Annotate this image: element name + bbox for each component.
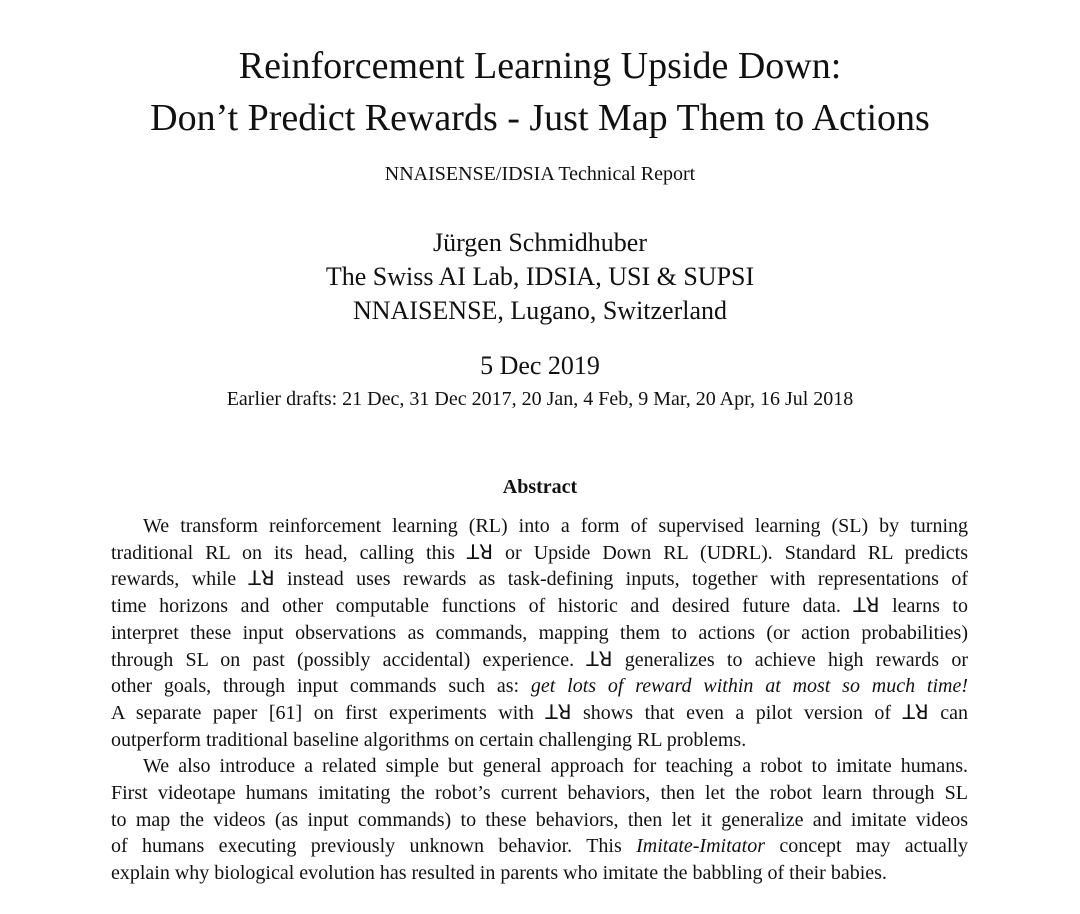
abstract-p2-line-5: explain why biological evolution has resulted in parents who imitate the babbling of their babies. [111,862,887,885]
affiliation-2: NNAISENSE, Lugano, Switzerland [352,296,728,325]
author-block [60,226,1020,328]
abstract-p2-line-1: We also introduce a related simple but general approach for teaching a robot to imitate humans. [143,755,968,778]
abstract-p2-line-2: First videotape humans imitating the robot’s current behaviors, then let the robot learn through SL [111,782,968,805]
affiliation-1: The Swiss AI Lab, IDSIA, USI & SUPSI [325,262,755,291]
report-type: NNAISENSE/IDSIA Technical Report [384,163,696,185]
paper-title [60,40,1020,144]
abstract-p1-line-1: We transform reinforcement learning (RL) into a form of supervised learning (SL) by turning [143,515,968,537]
abstract-p1-line-8: A separate paper [61] on first experiments with ꓕꓤ shows that even a pilot version of ꓕꓤ can [111,701,968,724]
abstract-italic-command: get lots of reward within at most so much time! [530,675,969,698]
title-line-1: Reinforcement Learning Upside Down: [238,45,842,87]
abstract-p1-line-7-text: other goals, through input commands such as: [111,675,531,698]
earlier-drafts: Earlier drafts: 21 Dec, 31 Dec 2017, 20 Jan, 4 Feb, 9 Mar, 20 Apr, 16 Jul 2018 [226,388,854,410]
abstract-body [111,513,968,887]
title-line-2: Don’t Predict Rewards - Just Map Them to Actions [150,97,930,139]
abstract-p1-line-2: traditional RL on its head, calling this ꓕꓤ or Upside Down RL (UDRL). Standard RL predicts [111,541,968,564]
publication-date: 5 Dec 2019 [480,351,600,380]
abstract-p1-line-6: through SL on past (possibly accidental) experience. ꓕꓤ generalizes to achieve high rewards or [111,648,968,671]
author-name: Jürgen Schmidhuber [433,228,647,257]
abstract-p2-line-4 [111,833,968,860]
abstract-p2-line-4-text: of humans executing previously unknown behavior. This [111,835,637,858]
abstract-p1-line-4: time horizons and other computable functions of historic and desired future data. ꓕꓤ learns to [111,595,968,618]
abstract-p1-line-9: outperform traditional baseline algorithms on certain challenging RL problems. [111,728,747,751]
abstract-p2-line-3: to map the videos (as input commands) to these behaviors, then let it generalize and imitate videos [111,808,968,831]
abstract-p2-line-4-tail: concept may actually [764,835,968,858]
abstract-p1-line-3: rewards, while ꓕꓤ instead uses rewards as task-defining inputs, together with representations of [111,568,968,591]
abstract-italic-concept: Imitate-Imitator [636,835,765,858]
abstract-p1-line-5: interpret these input observations as commands, mapping them to actions (or action probabilities) [111,621,968,644]
abstract-heading: Abstract [502,476,578,498]
abstract-p1-line-7 [111,673,968,700]
